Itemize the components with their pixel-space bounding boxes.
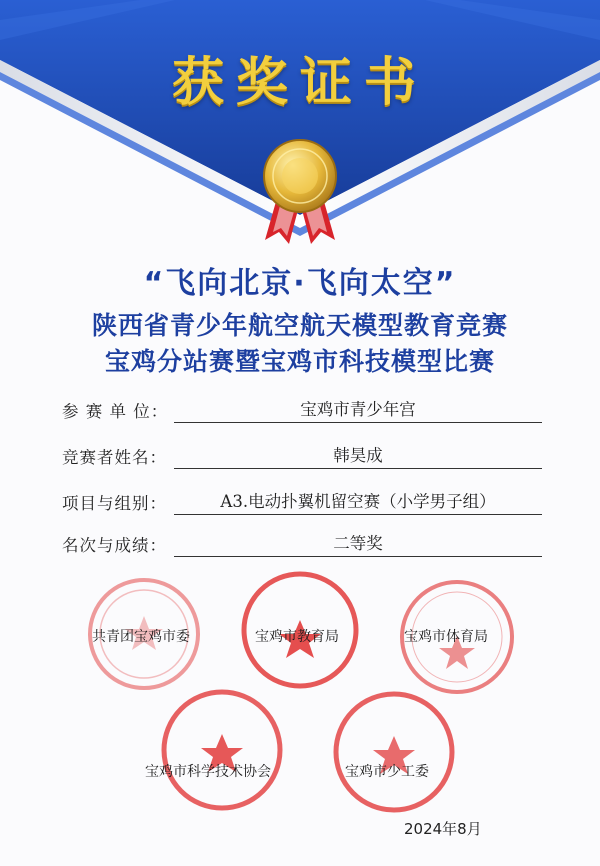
issue-date: 2024年8月 [404,820,482,838]
issuer-education-bureau: 宝鸡市教育局 [255,629,339,645]
issuer-science-association: 宝鸡市科学技术协会 [145,764,271,780]
certificate-title: 获奖证书 [171,52,428,113]
field-participating-unit [62,396,542,428]
red-stamp-icon [332,690,456,814]
issuer-young-pioneers: 宝鸡市少工委 [345,764,429,780]
gold-medal-icon [255,136,345,246]
field-label: 竞赛者姓名： [62,448,167,467]
field-label: 项目与组别： [62,494,167,513]
young-pioneers-seal [332,690,456,814]
event-name-line-2: 宝鸡分站赛暨宝鸡市科技模型比赛 [104,347,495,376]
red-stamp-icon [160,688,284,812]
field-underline [174,514,542,515]
field-underline [174,468,542,469]
issuer-sports-bureau: 宝鸡市体育局 [404,629,488,645]
field-contestant-name [62,442,542,474]
event-name-line-1: 陕西省青少年航空航天模型教育竞赛 [91,311,508,340]
field-value: 二等奖 [333,534,383,553]
field-value: 韩昊成 [333,446,383,465]
field-value: A3.电动扑翼机留空赛（小学男子组） [220,492,496,511]
event-slogan: “飞向北京·飞向太空” [143,266,457,301]
field-event-category [62,488,542,520]
field-underline [174,556,542,557]
field-value: 宝鸡市青少年宫 [300,400,416,419]
issuer-youth-league: 共青团宝鸡市委 [92,629,190,645]
science-association-seal [160,688,284,812]
field-label: 参 赛 单 位： [62,402,169,421]
field-underline [174,422,542,423]
field-label: 名次与成绩： [62,536,167,555]
field-ranking-result [62,530,542,562]
